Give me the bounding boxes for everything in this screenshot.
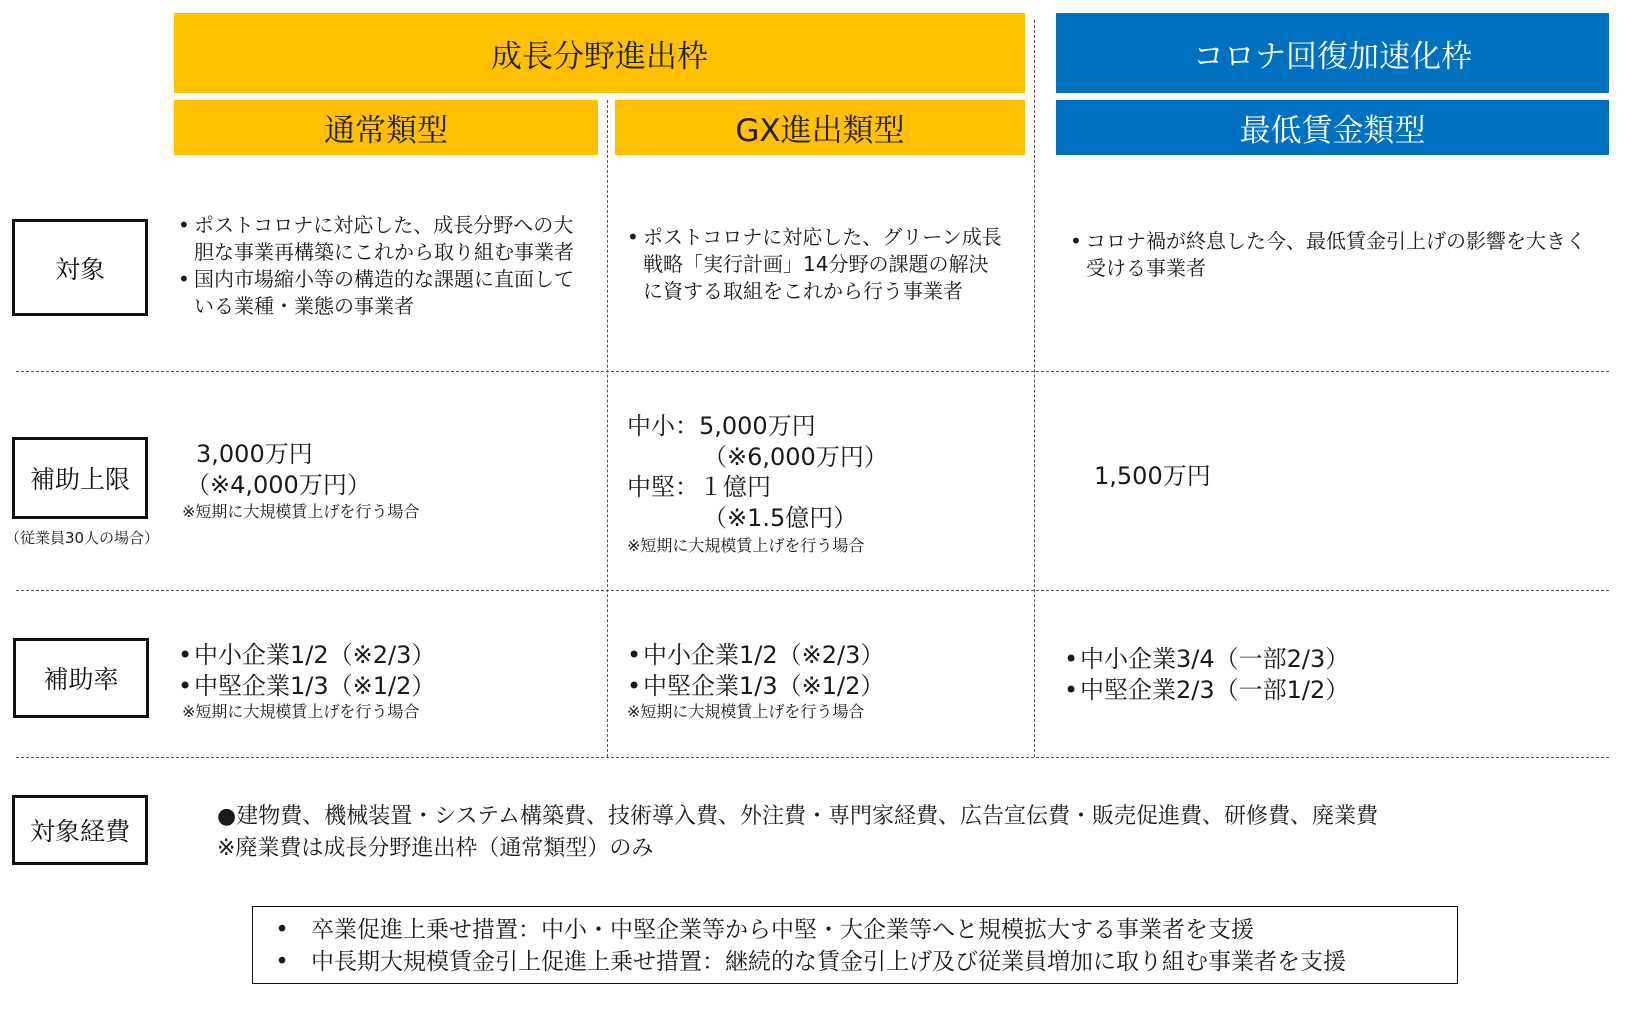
- divider-row-2: [16, 590, 1609, 591]
- expense-main: ●建物費、機械装置・システム構築費、技術導入費、外注費・専門家経費、広告宣伝費・販売促進費、研修費、廃業費: [217, 804, 1379, 829]
- divider-vertical-2: [1034, 20, 1035, 757]
- cap-normal-main: 3,000万円: [196, 440, 313, 468]
- cap-normal-note: ※短期に大規模賃上げを行う場合: [182, 502, 420, 521]
- cap-gx-mid-alt: （※1.5億円）: [703, 504, 858, 532]
- cap-gx-note: ※短期に大規模賃上げを行う場合: [627, 536, 865, 555]
- footer-line-2: [253, 946, 1457, 978]
- list-item: • コロナ禍が終息した今、最低賃金引上げの影響を大きく受ける事業者: [1070, 228, 1590, 282]
- footer-bullet: •: [275, 917, 289, 943]
- list-item: • 中堅企業2/3（一部1/2）: [1064, 675, 1584, 706]
- target-normal-list: [178, 212, 588, 320]
- cap-gx-sme-alt: （※6,000万円）: [703, 443, 888, 471]
- cap-gx-sme: 中小：5,000万円: [627, 412, 816, 440]
- cap-normal-alt: （※4,000万円）: [186, 471, 371, 499]
- rate-minwage-list: [1064, 644, 1584, 706]
- list-item: • 中小企業3/4（一部2/3）: [1064, 644, 1584, 675]
- rate-normal-list: [178, 640, 598, 702]
- list-item: • 中堅企業1/3（※1/2）: [178, 671, 598, 702]
- divider-vertical-1: [607, 100, 608, 757]
- divider-row-3: [16, 757, 1609, 758]
- list-item: • ポストコロナに対応した、成長分野への大胆な事業再構築にこれから取り組む事業者: [178, 212, 588, 266]
- row-label-cap: 補助上限: [12, 437, 148, 519]
- list-item: • ポストコロナに対応した、グリーン成長戦略「実行計画」14分野の課題の解決に資する取組をこれから行う事業者: [627, 224, 1002, 305]
- rate-gx-list: [627, 640, 1027, 702]
- row-label-expense: 対象経費: [12, 795, 148, 865]
- footer-box: [252, 906, 1458, 984]
- header-normal: 通常類型: [174, 100, 598, 155]
- row-label-rate: 補助率: [13, 638, 149, 718]
- list-item: • 中堅企業1/3（※1/2）: [627, 671, 1027, 702]
- target-gx-list: [627, 224, 1002, 305]
- expense-note: ※廃業費は成長分野進出枠（通常類型）のみ: [217, 836, 654, 861]
- divider-row-1: [16, 371, 1609, 372]
- footer-bullet: •: [275, 949, 289, 975]
- header-minwage: 最低賃金類型: [1056, 100, 1609, 155]
- rate-gx-note: ※短期に大規模賃上げを行う場合: [627, 702, 865, 721]
- footer-text-2: 中長期大規模賃金引上促進上乗せ措置：継続的な賃金引上げ及び従業員増加に取り組む事業者を支援: [311, 949, 1346, 975]
- cap-gx-mid: 中堅：１億円: [627, 473, 771, 501]
- rate-normal-note: ※短期に大規模賃上げを行う場合: [182, 702, 420, 721]
- row-label-cap-note: （従業員30人の場合）: [4, 529, 160, 547]
- header-corona: コロナ回復加速化枠: [1056, 13, 1609, 93]
- row-label-target: 対象: [12, 219, 148, 316]
- header-growth: 成長分野進出枠: [174, 13, 1025, 93]
- cap-minwage: 1,500万円: [1094, 462, 1211, 490]
- list-item: • 中小企業1/2（※2/3）: [627, 640, 1027, 671]
- list-item: • 中小企業1/2（※2/3）: [178, 640, 598, 671]
- footer-text-1: 卒業促進上乗せ措置：中小・中堅企業等から中堅・大企業等へと規模拡大する事業者を支援: [311, 917, 1254, 943]
- target-minwage-list: [1070, 228, 1590, 282]
- footer-line-1: [253, 914, 1457, 946]
- list-item: • 国内市場縮小等の構造的な課題に直面している業種・業態の事業者: [178, 266, 588, 320]
- header-gx: GX進出類型: [615, 100, 1025, 155]
